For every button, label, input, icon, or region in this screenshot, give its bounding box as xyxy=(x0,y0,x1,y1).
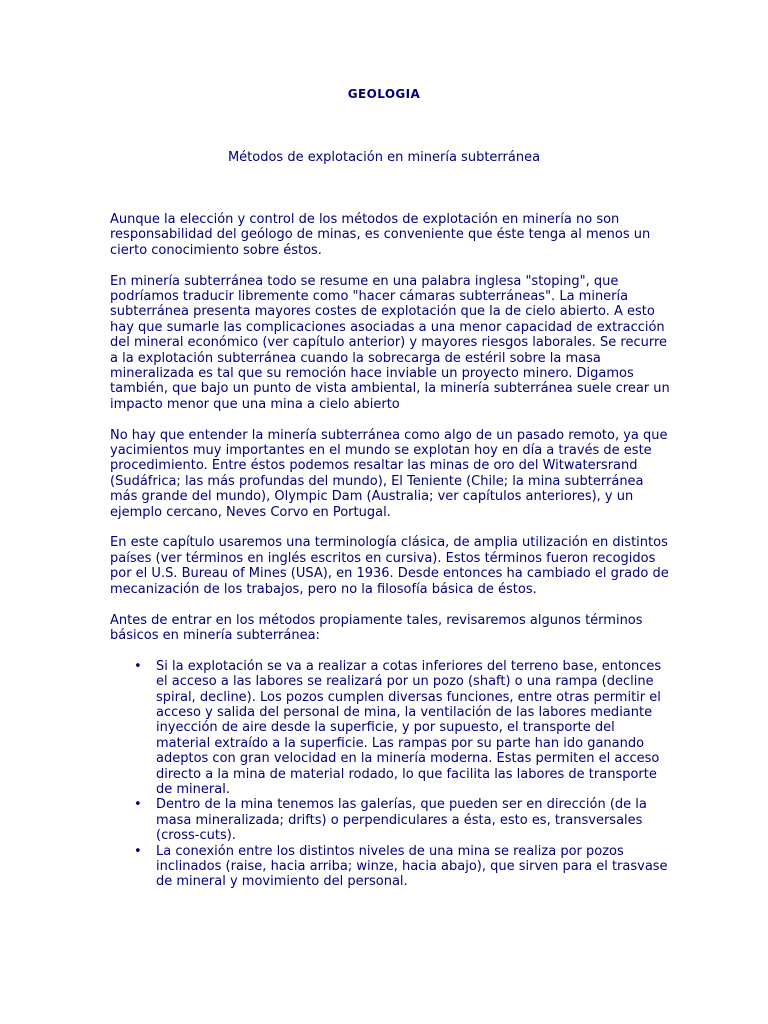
list-item xyxy=(134,658,670,798)
list-item-text: Dentro de la mina tenemos las galerías, que pueden ser en dirección (de la masa mineralizada; drifts) o perpendiculares a ésta, esto es, transversales (cross-cuts). xyxy=(156,797,647,844)
paragraph-examples: No hay que entender la minería subterránea como algo de un pasado remoto, ya que yacimientos muy importantes en el mundo se explotan hoy en día a través de este procedimiento. Entre éstos podemos resaltar las minas de oro del Witwatersrand (Sudáfrica; las más profundas del mundo), El Teniente (Chile; la mina subterránea más grande del mundo), Olympic Dam (Australia; ver capítulos anteriores), y un ejemplo cercano, Neves Corvo en Portugal. xyxy=(110,427,668,520)
document-title: GEOLOGIA xyxy=(347,87,421,101)
list-item xyxy=(134,797,670,844)
list-item xyxy=(134,843,670,890)
bullet-icon: • xyxy=(134,658,142,674)
paragraph-stoping: En minería subterránea todo se resume en una palabra inglesa "stoping", que podríamos traducir libremente como "hacer cámaras subterráneas". La minería subterránea presenta mayores costes de explotación que la de cielo abierto. A esto hay que sumarle las complicaciones asociadas a una menor capacidad de extracción del mineral económico (ver capítulo anterior) y mayores riesgos laborales. Se recurre a la explotación subterránea cuando la sobrecarga de estéril sobre la masa mineralizada es tal que su remoción hace inviable un proyecto minero. Digamos también, que bajo un punto de vista ambiental, la minería subterránea suele crear un impacto menor que una mina a cielo abierto xyxy=(110,273,670,412)
paragraph-terminology: En este capítulo usaremos una terminología clásica, de amplia utilización en distintos países (ver términos en inglés escritos en cursiva). Estos términos fueron recogidos por el U.S. Bureau of Mines (USA), en 1936. Desde entonces ha cambiado el grado de mecanización de los trabajos, pero no la filosofía básica de éstos. xyxy=(110,535,669,597)
paragraph-basic-terms: Antes de entrar en los métodos propiamente tales, revisaremos algunos términos básicos en minería subterránea: xyxy=(110,612,643,643)
list-item-text: Si la explotación se va a realizar a cotas inferiores del terreno base, entonces el acceso a las labores se realizará por un pozo (shaft) o una rampa (decline spiral, decline). Los pozos cumplen diversas funciones, entre otras permitir el acceso y salida del personal de mina, la ventilación de las labores mediante inyección de aire desde la superficie, y por supuesto, el transporte del material extraído a la superficie. Las rampas por su parte han ido ganando adeptos con gran velocidad en la minería moderna. Estas permiten el acceso directo a la mina de material rodado, lo que facilita las labores de transporte de mineral. xyxy=(156,658,662,797)
list-item-text: La conexión entre los distintos niveles de una mina se realiza por pozos inclinados (raise, hacia arriba; winze, hacia abajo), que sirven para el trasvase de mineral y movimiento del personal. xyxy=(156,843,668,890)
document-body xyxy=(110,212,670,890)
bullet-list xyxy=(110,659,670,890)
bullet-icon: • xyxy=(134,843,142,859)
paragraph-intro: Aunque la elección y control de los métodos de explotación en minería no son responsabilidad del geólogo de minas, es conveniente que éste tenga al menos un cierto conocimiento sobre éstos. xyxy=(110,212,651,258)
bullet-icon: • xyxy=(134,797,142,813)
document-subtitle: Métodos de explotación en minería subterránea xyxy=(227,150,541,165)
